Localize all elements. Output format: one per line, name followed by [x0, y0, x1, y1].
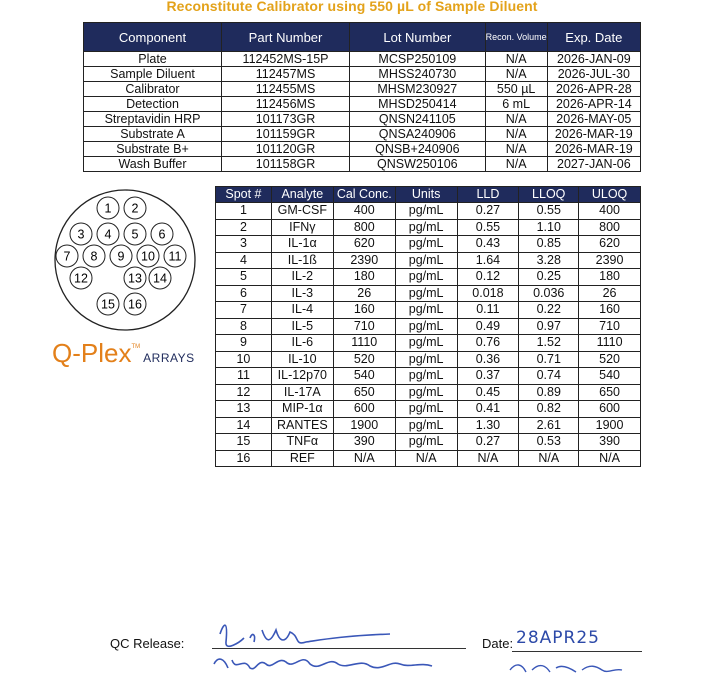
spot-header-row: [216, 187, 641, 203]
date-value: 28APR25: [516, 628, 600, 648]
cell-cal-conc: 1110: [333, 335, 395, 352]
page-title: Reconstitute Calibrator using 550 µL of Sample Diluent: [166, 0, 538, 14]
cell-exp-date: 2027-JAN-06: [547, 157, 640, 172]
cell-analyte: IL-6: [271, 335, 333, 352]
cell-analyte: IL-3: [271, 285, 333, 302]
spot-row: [216, 384, 641, 401]
array-spot-14: [149, 267, 171, 289]
cell-cal-conc: 710: [333, 318, 395, 335]
cell-cal-conc: 1900: [333, 417, 395, 434]
array-spot-label: 15: [101, 297, 115, 312]
cell-uloq: 180: [579, 269, 641, 286]
header-analyte: Analyte: [271, 187, 333, 203]
cell-spot-number: 4: [216, 252, 272, 269]
cell-part-number: 101158GR: [222, 157, 350, 172]
array-spot-label: 8: [90, 249, 98, 264]
spot-row: [216, 203, 641, 220]
cell-units: pg/mL: [395, 318, 457, 335]
array-spot-15: [97, 293, 119, 315]
cell-units: pg/mL: [395, 252, 457, 269]
array-spot-label: 14: [153, 271, 167, 286]
array-spot-label: 5: [131, 227, 139, 242]
array-spot-label: 2: [131, 201, 139, 216]
cell-cal-conc: 160: [333, 302, 395, 319]
cell-recon-volume: N/A: [485, 52, 547, 67]
cell-lloq: 0.25: [519, 269, 579, 286]
array-spot-16: [124, 293, 146, 315]
cell-lot-number: MCSP250109: [350, 52, 486, 67]
cell-lloq: 3.28: [519, 252, 579, 269]
cell-units: pg/mL: [395, 335, 457, 352]
cell-lld: 0.36: [457, 351, 519, 368]
cell-spot-number: 12: [216, 384, 272, 401]
cell-analyte: IL-2: [271, 269, 333, 286]
header-uloq: ULOQ: [579, 187, 641, 203]
qc-release-label: QC Release:: [110, 636, 185, 651]
array-spot-13: [124, 267, 146, 289]
cell-analyte: IL-10: [271, 351, 333, 368]
cell-analyte: GM-CSF: [271, 203, 333, 220]
component-row: [84, 97, 641, 112]
cell-analyte: IFNγ: [271, 219, 333, 236]
array-spot-label: 7: [63, 249, 71, 264]
cell-lot-number: QNSN241105: [350, 112, 486, 127]
cell-lld: 1.64: [457, 252, 519, 269]
cell-spot-number: 10: [216, 351, 272, 368]
cell-cal-conc: 800: [333, 219, 395, 236]
cell-uloq: 390: [579, 434, 641, 451]
array-spot-5: [124, 223, 146, 245]
component-row: [84, 52, 641, 67]
cell-exp-date: 2026-APR-28: [547, 82, 640, 97]
spot-row: [216, 401, 641, 418]
cell-lloq: 1.52: [519, 335, 579, 352]
cell-analyte: IL-12p70: [271, 368, 333, 385]
cell-spot-number: 11: [216, 368, 272, 385]
cell-recon-volume: N/A: [485, 157, 547, 172]
cell-recon-volume: N/A: [485, 142, 547, 157]
cell-units: pg/mL: [395, 302, 457, 319]
logo-arrays: ARRAYS: [143, 351, 195, 365]
cell-lloq: N/A: [519, 450, 579, 467]
cell-analyte: TNFα: [271, 434, 333, 451]
cell-lloq: 0.82: [519, 401, 579, 418]
component-row: [84, 67, 641, 82]
cell-uloq: 650: [579, 384, 641, 401]
cell-spot-number: 15: [216, 434, 272, 451]
cell-spot-number: 2: [216, 219, 272, 236]
spot-row: [216, 417, 641, 434]
cell-units: pg/mL: [395, 236, 457, 253]
cell-exp-date: 2026-APR-14: [547, 97, 640, 112]
cell-component: Streptavidin HRP: [84, 112, 222, 127]
array-spot-3: [70, 223, 92, 245]
cell-analyte: RANTES: [271, 417, 333, 434]
cell-analyte: IL-1ß: [271, 252, 333, 269]
component-row: [84, 112, 641, 127]
cell-part-number: 101159GR: [222, 127, 350, 142]
cell-lld: 0.76: [457, 335, 519, 352]
header-lld: LLD: [457, 187, 519, 203]
cell-units: pg/mL: [395, 351, 457, 368]
header-component: Component: [84, 23, 222, 52]
array-spot-1: [97, 197, 119, 219]
array-spot-label: 16: [128, 297, 142, 312]
cell-exp-date: 2026-JAN-09: [547, 52, 640, 67]
cell-uloq: 2390: [579, 252, 641, 269]
cell-analyte: IL-1α: [271, 236, 333, 253]
cell-lloq: 0.55: [519, 203, 579, 220]
cell-component: Detection: [84, 97, 222, 112]
array-spot-label: 13: [128, 271, 142, 286]
cell-cal-conc: N/A: [333, 450, 395, 467]
logo-plex: Plex: [80, 338, 132, 368]
cell-cal-conc: 400: [333, 203, 395, 220]
cell-recon-volume: N/A: [485, 67, 547, 82]
array-spot-12: [70, 267, 92, 289]
cell-analyte: REF: [271, 450, 333, 467]
cell-component: Plate: [84, 52, 222, 67]
cell-lloq: 2.61: [519, 417, 579, 434]
qplex-logo: [52, 338, 195, 372]
cell-uloq: 1110: [579, 335, 641, 352]
array-well-diagram: [50, 188, 200, 338]
array-spot-label: 6: [158, 227, 166, 242]
cell-component: Substrate A: [84, 127, 222, 142]
cell-cal-conc: 540: [333, 368, 395, 385]
cell-cal-conc: 180: [333, 269, 395, 286]
cell-lot-number: MHSM230927: [350, 82, 486, 97]
spot-row: [216, 450, 641, 467]
cell-cal-conc: 600: [333, 401, 395, 418]
cell-lloq: 0.89: [519, 384, 579, 401]
spot-row: [216, 318, 641, 335]
cell-part-number: 101173GR: [222, 112, 350, 127]
cell-part-number: 112452MS-15P: [222, 52, 350, 67]
cell-lld: 0.37: [457, 368, 519, 385]
header-lloq: LLOQ: [519, 187, 579, 203]
cell-lld: 0.41: [457, 401, 519, 418]
cell-recon-volume: N/A: [485, 112, 547, 127]
spot-row: [216, 269, 641, 286]
header-lot-number: Lot Number: [350, 23, 486, 52]
cell-uloq: 160: [579, 302, 641, 319]
array-spot-7: [56, 245, 78, 267]
cell-spot-number: 5: [216, 269, 272, 286]
logo-q: Q: [52, 338, 73, 368]
cell-component: Calibrator: [84, 82, 222, 97]
cell-lloq: 0.71: [519, 351, 579, 368]
cell-lld: 0.018: [457, 285, 519, 302]
cell-lloq: 0.74: [519, 368, 579, 385]
cell-analyte: IL-5: [271, 318, 333, 335]
cell-exp-date: 2026-JUL-30: [547, 67, 640, 82]
cell-spot-number: 14: [216, 417, 272, 434]
cell-lld: 0.27: [457, 203, 519, 220]
array-spot-11: [164, 245, 186, 267]
cell-cal-conc: 2390: [333, 252, 395, 269]
component-row: [84, 127, 641, 142]
cell-lloq: 0.85: [519, 236, 579, 253]
cell-units: pg/mL: [395, 368, 457, 385]
cell-recon-volume: 6 mL: [485, 97, 547, 112]
cell-spot-number: 1: [216, 203, 272, 220]
cell-lloq: 0.22: [519, 302, 579, 319]
header-units: Units: [395, 187, 457, 203]
array-spot-label: 4: [104, 227, 112, 242]
cell-lot-number: MHSS240730: [350, 67, 486, 82]
cell-cal-conc: 520: [333, 351, 395, 368]
cell-uloq: 520: [579, 351, 641, 368]
components-table: [83, 22, 641, 172]
header-exp-date: Exp. Date: [547, 23, 640, 52]
cell-cal-conc: 390: [333, 434, 395, 451]
array-spot-label: 12: [74, 271, 88, 286]
array-spot-9: [110, 245, 132, 267]
spot-row: [216, 434, 641, 451]
cell-lloq: 1.10: [519, 219, 579, 236]
cell-units: pg/mL: [395, 269, 457, 286]
cell-spot-number: 6: [216, 285, 272, 302]
cell-recon-volume: 550 µL: [485, 82, 547, 97]
array-spot-label: 10: [141, 249, 155, 264]
spot-row: [216, 252, 641, 269]
spot-row: [216, 236, 641, 253]
cell-uloq: 1900: [579, 417, 641, 434]
spot-row: [216, 219, 641, 236]
header-cal-conc: Cal Conc.: [333, 187, 395, 203]
cell-spot-number: 9: [216, 335, 272, 352]
component-row: [84, 142, 641, 157]
date-label: Date:: [482, 636, 514, 651]
cell-analyte: IL-17A: [271, 384, 333, 401]
cell-part-number: 112456MS: [222, 97, 350, 112]
header-recon-volume: Recon. Volume: [485, 23, 547, 52]
cell-lld: 0.45: [457, 384, 519, 401]
cell-units: N/A: [395, 450, 457, 467]
cell-lld: 0.12: [457, 269, 519, 286]
component-row: [84, 157, 641, 172]
array-spot-8: [83, 245, 105, 267]
spot-row: [216, 368, 641, 385]
component-row: [84, 82, 641, 97]
header-part-number: Part Number: [222, 23, 350, 52]
cell-lld: N/A: [457, 450, 519, 467]
header-spot: Spot #: [216, 187, 272, 203]
cell-part-number: 112455MS: [222, 82, 350, 97]
array-spot-label: 1: [104, 201, 112, 216]
spot-row: [216, 335, 641, 352]
cell-lot-number: QNSA240906: [350, 127, 486, 142]
spot-row: [216, 351, 641, 368]
cell-uloq: 600: [579, 401, 641, 418]
cell-cal-conc: 26: [333, 285, 395, 302]
cell-cal-conc: 650: [333, 384, 395, 401]
cell-lloq: 0.97: [519, 318, 579, 335]
cell-units: pg/mL: [395, 417, 457, 434]
cell-component: Wash Buffer: [84, 157, 222, 172]
cell-cal-conc: 620: [333, 236, 395, 253]
array-spot-10: [137, 245, 159, 267]
cell-spot-number: 13: [216, 401, 272, 418]
cell-part-number: 112457MS: [222, 67, 350, 82]
cell-lld: 0.49: [457, 318, 519, 335]
cell-uloq: 710: [579, 318, 641, 335]
cell-component: Substrate B+: [84, 142, 222, 157]
logo-dash: -: [72, 338, 81, 368]
cell-part-number: 101120GR: [222, 142, 350, 157]
array-spot-4: [97, 223, 119, 245]
cell-units: pg/mL: [395, 401, 457, 418]
cell-analyte: IL-4: [271, 302, 333, 319]
cell-exp-date: 2026-MAY-05: [547, 112, 640, 127]
cell-uloq: 400: [579, 203, 641, 220]
cell-spot-number: 3: [216, 236, 272, 253]
cell-exp-date: 2026-MAR-19: [547, 142, 640, 157]
cell-units: pg/mL: [395, 384, 457, 401]
cell-lot-number: QNSW250106: [350, 157, 486, 172]
date-line: [512, 651, 642, 652]
cell-lld: 0.55: [457, 219, 519, 236]
cell-spot-number: 16: [216, 450, 272, 467]
cell-units: pg/mL: [395, 203, 457, 220]
cell-exp-date: 2026-MAR-19: [547, 127, 640, 142]
cell-lld: 1.30: [457, 417, 519, 434]
array-spot-label: 9: [117, 249, 125, 264]
cell-recon-volume: N/A: [485, 127, 547, 142]
cell-analyte: MIP-1α: [271, 401, 333, 418]
components-header-row: [84, 23, 641, 52]
spot-table: [215, 186, 641, 467]
cell-units: pg/mL: [395, 285, 457, 302]
logo-tm: TM: [131, 344, 141, 350]
cell-units: pg/mL: [395, 434, 457, 451]
cell-uloq: N/A: [579, 450, 641, 467]
array-spot-label: 3: [77, 227, 85, 242]
cell-uloq: 26: [579, 285, 641, 302]
cell-uloq: 540: [579, 368, 641, 385]
spot-row: [216, 285, 641, 302]
cell-lld: 0.11: [457, 302, 519, 319]
cell-spot-number: 7: [216, 302, 272, 319]
cell-uloq: 800: [579, 219, 641, 236]
cell-spot-number: 8: [216, 318, 272, 335]
cell-component: Sample Diluent: [84, 67, 222, 82]
cell-lld: 0.43: [457, 236, 519, 253]
cell-lld: 0.27: [457, 434, 519, 451]
cell-uloq: 620: [579, 236, 641, 253]
cell-units: pg/mL: [395, 219, 457, 236]
array-spot-6: [151, 223, 173, 245]
array-spot-label: 11: [168, 249, 182, 264]
cell-lot-number: MHSD250414: [350, 97, 486, 112]
array-spot-2: [124, 197, 146, 219]
cell-lot-number: QNSB+240906: [350, 142, 486, 157]
cell-lloq: 0.036: [519, 285, 579, 302]
cell-lloq: 0.53: [519, 434, 579, 451]
spot-row: [216, 302, 641, 319]
